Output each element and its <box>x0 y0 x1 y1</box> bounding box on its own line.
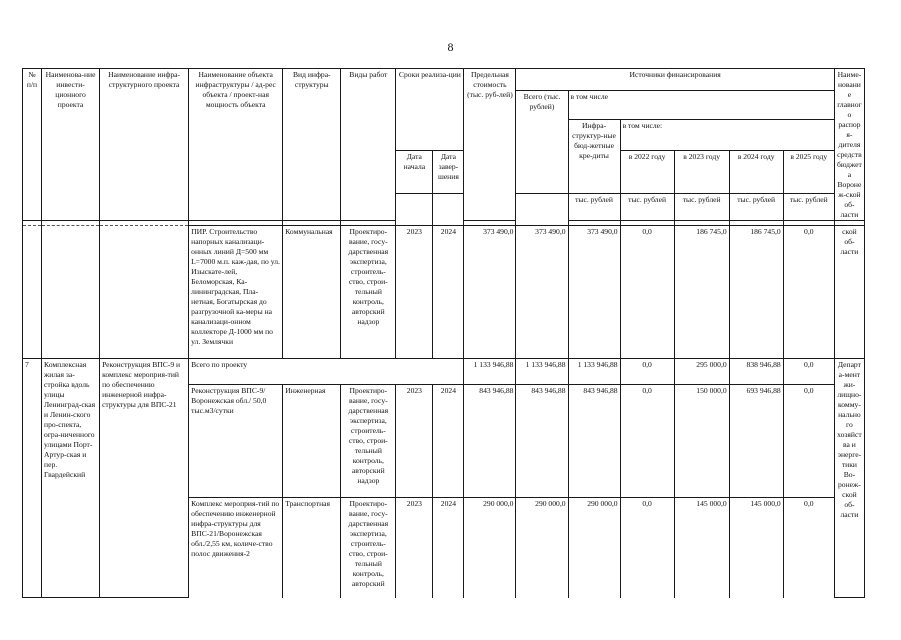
infra-project-name: Реконструкция ВПС-9 и комплекс мероприя-тий по обеспечению инженерной инфра-структуры для ВПС-21 <box>100 359 189 598</box>
header-including: в том числе <box>568 91 834 120</box>
unit-y2023: тыс. рублей <box>674 194 729 221</box>
header-total-cost: Предельная стоимость (тыс. руб-лей) <box>464 69 516 221</box>
object-name: ПИР. Строительство напорных канализаци-онных линий Д=500 мм L=7000 м.п. каж-дая, по ул. Изыскате-лей, Беломорская, Ка-лининградская, Пла-нетная, Богатырская до разгрузочной ка-меры на канализаци-онном коллекторе Д-1000 мм по ул. Землячки <box>189 226 283 359</box>
infra-type: Транспортная <box>283 498 341 598</box>
total: 290 000,0 <box>516 498 568 598</box>
header-infra-type: Вид инфра-структуры <box>283 69 341 221</box>
infra-type: Инженерная <box>283 385 341 498</box>
end-date: 2024 <box>433 385 464 498</box>
total-cost: 843 946,88 <box>464 385 516 498</box>
administrator: Департа-мент жи-лищно-комму-нального хозяйства и энерге-тики Во-ронеж-ской об-ласти <box>834 359 864 598</box>
start-date: 2023 <box>396 226 433 359</box>
work-type: Проектиро-вание, госу-дарственная экспертиза, строитель-ство, строи-тельный контроль, авторский <box>341 498 396 598</box>
financing-table <box>22 68 865 598</box>
y2023-value: 145 000,0 <box>674 498 729 598</box>
header-y2024: в 2024 году <box>729 151 783 194</box>
budget-credits: 1 133 946,88 <box>568 359 620 385</box>
header-end-date: Дата завер-шения <box>433 151 464 194</box>
table-row <box>23 359 865 385</box>
header-num: № п/п <box>23 69 42 221</box>
header-infra-object: Наименование объекта инфраструктуры / ад-рес объекта / проект-ная мощность объекта <box>189 69 283 221</box>
object-name: Комплекс мероприя-тий по обеспечению инженерной инфра-структуры для ВПС-21/Воронежская обл./2,55 км, количе-ство полос движения-2 <box>189 498 283 598</box>
total: 373 490,0 <box>516 226 568 359</box>
y2022-value: 0,0 <box>620 359 674 385</box>
y2024-value: 693 946,88 <box>729 385 783 498</box>
y2024-value: 186 745,0 <box>729 226 783 359</box>
header-funding-sources: Источники финансирования <box>516 69 834 91</box>
investment-project-name: Комплексная жилая за-стройка вдоль улицы Ленинград-ская и Ленин-ского про-спекта, огра-ниченного улицами Порт-Артур-ская и пер. Гвардейский <box>42 359 100 598</box>
total: 1 133 946,88 <box>516 359 568 385</box>
object-name: Реконструкция ВПС-9/Воронежская обл./ 50,0 тыс.м3/сутки <box>189 385 283 498</box>
y2025-value: 0,0 <box>783 226 834 359</box>
header-administrator: Наиме-нование главного распоря-дителя средств бюджета Воронеж-ской об-ласти <box>834 69 864 221</box>
total-cost: 373 490,0 <box>464 226 516 359</box>
header-including-2: в том числе: <box>620 120 834 151</box>
unit-credits: тыс. рублей <box>568 194 620 221</box>
y2024-value: 145 000,0 <box>729 498 783 598</box>
y2023-value: 295 000,0 <box>674 359 729 385</box>
page-number: 8 <box>447 40 454 54</box>
infra-type: Коммунальная <box>283 226 341 359</box>
work-type: Проектиро-вание, госу-дарственная экспертиза, строитель-ство, строи-тельный контроль, авторский надзор <box>341 385 396 498</box>
work-type: Проектиро-вание, госу-дарственная экспертиза, строитель-ство, строи-тельный контроль, авторский надзор <box>341 226 396 359</box>
start-date: 2023 <box>396 385 433 498</box>
header-investment-project: Наименова-ние инвести-ционного проекта <box>42 69 100 221</box>
header-y2025: в 2025 году <box>783 151 834 194</box>
unit-y2024: тыс. рублей <box>729 194 783 221</box>
unit-y2022: тыс. рублей <box>620 194 674 221</box>
y2025-value: 0,0 <box>783 359 834 385</box>
y2025-value: 0,0 <box>783 498 834 598</box>
project-number: 7 <box>23 359 42 598</box>
header-infra-project: Наименование инфра-структурного проекта <box>100 69 189 221</box>
total-cost: 1 133 946,88 <box>464 359 516 385</box>
project-total-label: Всего по проекту <box>189 359 464 385</box>
y2022-value: 0,0 <box>620 498 674 598</box>
table-row <box>23 226 865 359</box>
header-timeline: Сроки реализа-ции <box>396 69 464 151</box>
start-date: 2023 <box>396 498 433 598</box>
y2022-value: 0,0 <box>620 385 674 498</box>
header-y2022: в 2022 году <box>620 151 674 194</box>
budget-credits: 290 000,0 <box>568 498 620 598</box>
header-row-1 <box>23 69 865 91</box>
header-total: Всего (тыс. рублей) <box>516 91 568 194</box>
budget-credits: 843 946,88 <box>568 385 620 498</box>
header-y2023: в 2023 году <box>674 151 729 194</box>
header-start-date: Дата начала <box>396 151 433 194</box>
total: 843 946,88 <box>516 385 568 498</box>
administrator: ской об-ласти <box>834 226 864 359</box>
y2023-value: 186 745,0 <box>674 226 729 359</box>
y2022-value: 0,0 <box>620 226 674 359</box>
total-cost: 290 000,0 <box>464 498 516 598</box>
y2024-value: 838 946,88 <box>729 359 783 385</box>
header-budget-credits: Инфра-структур-ные бюд-жетные кре-диты <box>568 120 620 194</box>
budget-credits: 373 490,0 <box>568 226 620 359</box>
end-date: 2024 <box>433 226 464 359</box>
y2023-value: 150 000,0 <box>674 385 729 498</box>
end-date: 2024 <box>433 498 464 598</box>
y2025-value: 0,0 <box>783 385 834 498</box>
header-work-type: Виды работ <box>341 69 396 221</box>
unit-y2025: тыс. рублей <box>783 194 834 221</box>
